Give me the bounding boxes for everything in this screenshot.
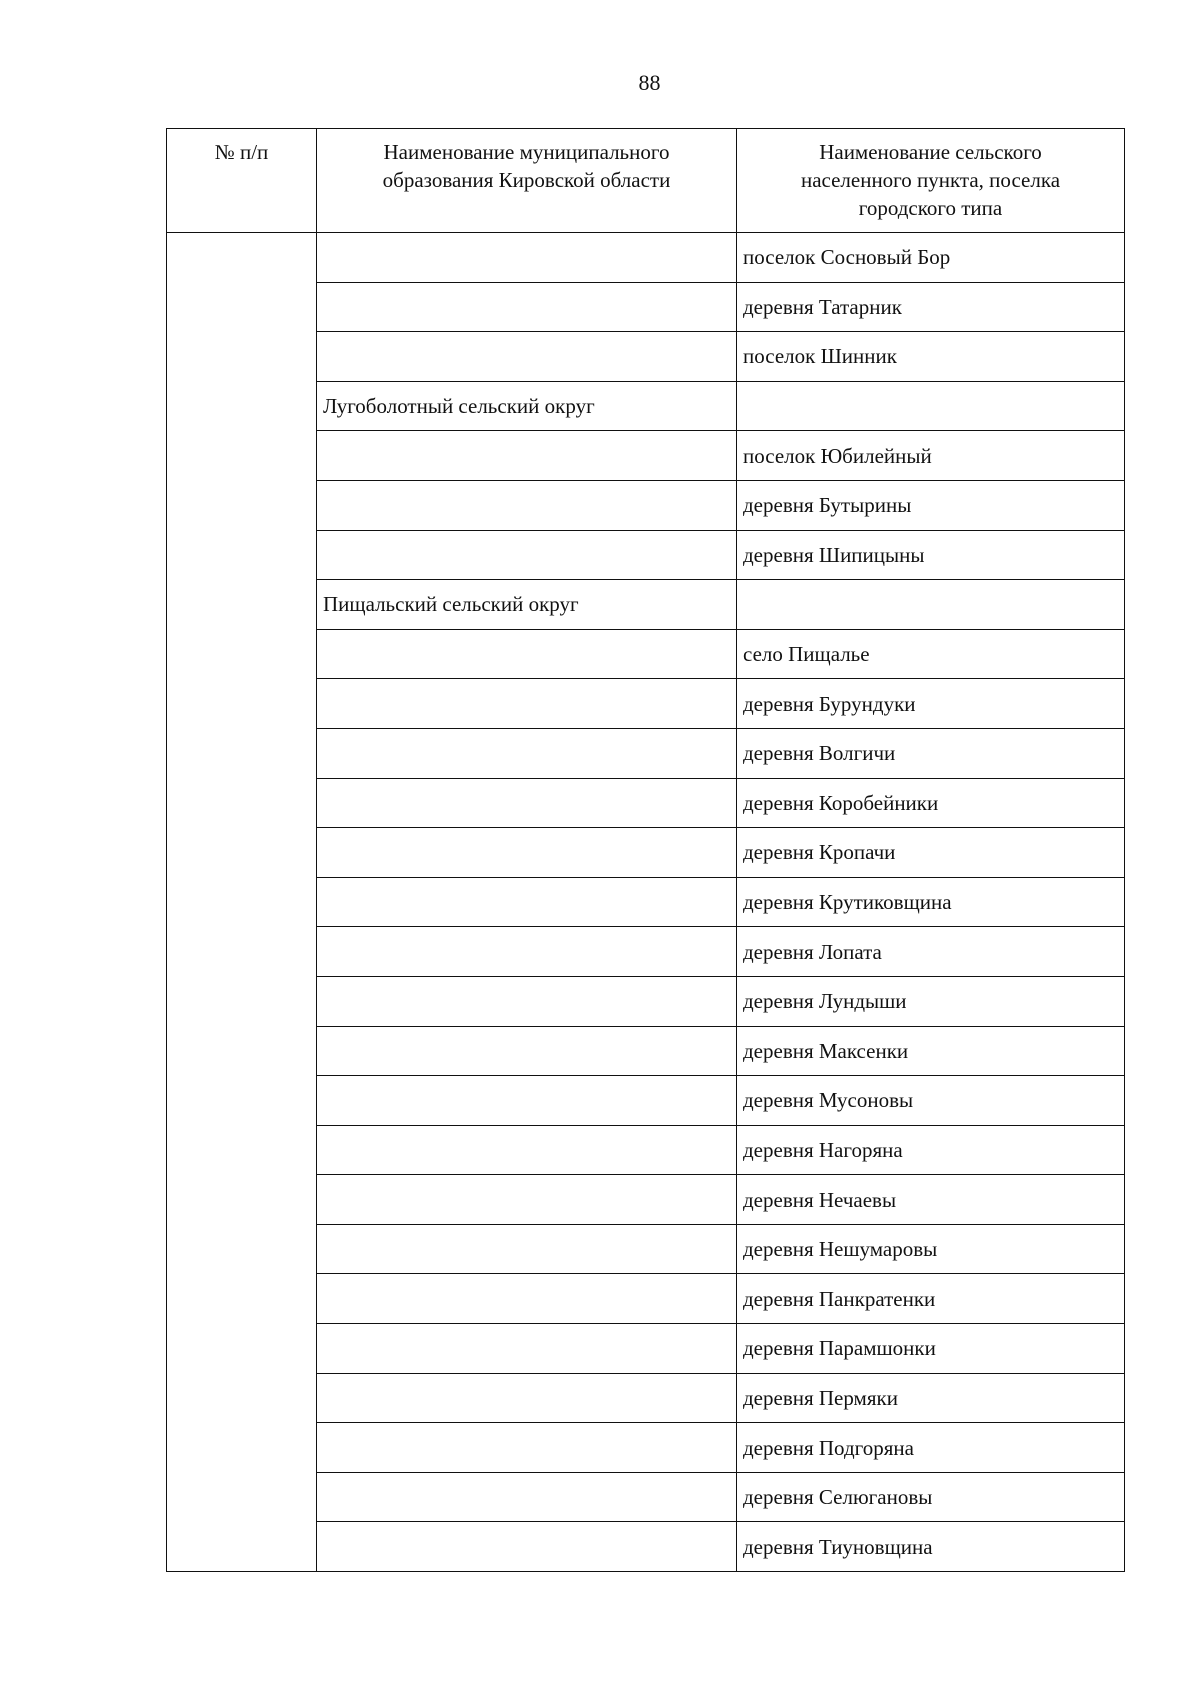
cell-settlement: поселок Юбилейный <box>737 431 1125 481</box>
cell-municipality <box>317 629 737 679</box>
cell-municipality <box>317 1076 737 1126</box>
cell-settlement: деревня Лопата <box>737 927 1125 977</box>
cell-settlement: деревня Парамшонки <box>737 1324 1125 1374</box>
cell-municipality <box>317 480 737 530</box>
table-header-row <box>167 129 1125 233</box>
cell-settlement: деревня Тиуновщина <box>737 1522 1125 1572</box>
cell-municipality <box>317 1274 737 1324</box>
cell-settlement: деревня Селюгановы <box>737 1472 1125 1522</box>
cell-municipality <box>317 1026 737 1076</box>
cell-municipality <box>317 1423 737 1473</box>
cell-settlement: деревня Нагоряна <box>737 1125 1125 1175</box>
table-body <box>167 233 1125 1572</box>
header-municipality <box>317 129 737 233</box>
cell-municipality: Лугоболотный сельский округ <box>317 381 737 431</box>
settlements-table <box>166 128 1125 1572</box>
cell-settlement: деревня Подгоряна <box>737 1423 1125 1473</box>
cell-settlement: деревня Татарник <box>737 282 1125 332</box>
cell-settlement: деревня Крутиковщина <box>737 877 1125 927</box>
cell-settlement: деревня Бурундуки <box>737 679 1125 729</box>
cell-settlement: деревня Мусоновы <box>737 1076 1125 1126</box>
cell-municipality <box>317 1175 737 1225</box>
cell-municipality <box>317 282 737 332</box>
header-municipality-line-2: образования Кировской области <box>382 168 671 192</box>
cell-settlement: деревня Пермяки <box>737 1373 1125 1423</box>
header-settlement-line-1: Наименование сельского <box>819 140 1042 164</box>
cell-settlement: деревня Панкратенки <box>737 1274 1125 1324</box>
cell-municipality <box>317 233 737 283</box>
cell-settlement <box>737 381 1125 431</box>
cell-municipality <box>317 1125 737 1175</box>
cell-municipality <box>317 530 737 580</box>
cell-number <box>167 233 317 1572</box>
cell-municipality <box>317 1373 737 1423</box>
header-number-line-1: № п/п <box>214 140 269 164</box>
cell-municipality <box>317 1472 737 1522</box>
cell-municipality <box>317 927 737 977</box>
cell-settlement: поселок Сосновый Бор <box>737 233 1125 283</box>
cell-municipality <box>317 679 737 729</box>
cell-municipality <box>317 877 737 927</box>
cell-municipality <box>317 431 737 481</box>
header-number <box>167 129 317 233</box>
header-municipality-line-1: Наименование муниципального <box>383 140 670 164</box>
cell-settlement: деревня Нечаевы <box>737 1175 1125 1225</box>
cell-settlement: поселок Шинник <box>737 332 1125 382</box>
cell-settlement: деревня Бутырины <box>737 480 1125 530</box>
header-settlement <box>737 129 1125 233</box>
cell-municipality: Пищальский сельский округ <box>317 580 737 630</box>
cell-municipality <box>317 828 737 878</box>
cell-municipality <box>317 1324 737 1374</box>
cell-settlement: деревня Максенки <box>737 1026 1125 1076</box>
cell-settlement <box>737 580 1125 630</box>
cell-settlement: деревня Нешумаровы <box>737 1224 1125 1274</box>
cell-municipality <box>317 976 737 1026</box>
table-row <box>167 233 1125 283</box>
cell-settlement: деревня Волгичи <box>737 728 1125 778</box>
cell-municipality <box>317 1522 737 1572</box>
cell-municipality <box>317 728 737 778</box>
cell-municipality <box>317 1224 737 1274</box>
page-number: 88 <box>638 70 661 95</box>
cell-settlement: деревня Лундыши <box>737 976 1125 1026</box>
cell-municipality <box>317 778 737 828</box>
cell-settlement: село Пищалье <box>737 629 1125 679</box>
cell-municipality <box>317 332 737 382</box>
cell-settlement: деревня Кропачи <box>737 828 1125 878</box>
cell-settlement: деревня Коробейники <box>737 778 1125 828</box>
header-settlement-line-2: населенного пункта, поселка <box>800 168 1061 192</box>
header-settlement-line-3: городского типа <box>858 196 1003 220</box>
cell-settlement: деревня Шипицыны <box>737 530 1125 580</box>
